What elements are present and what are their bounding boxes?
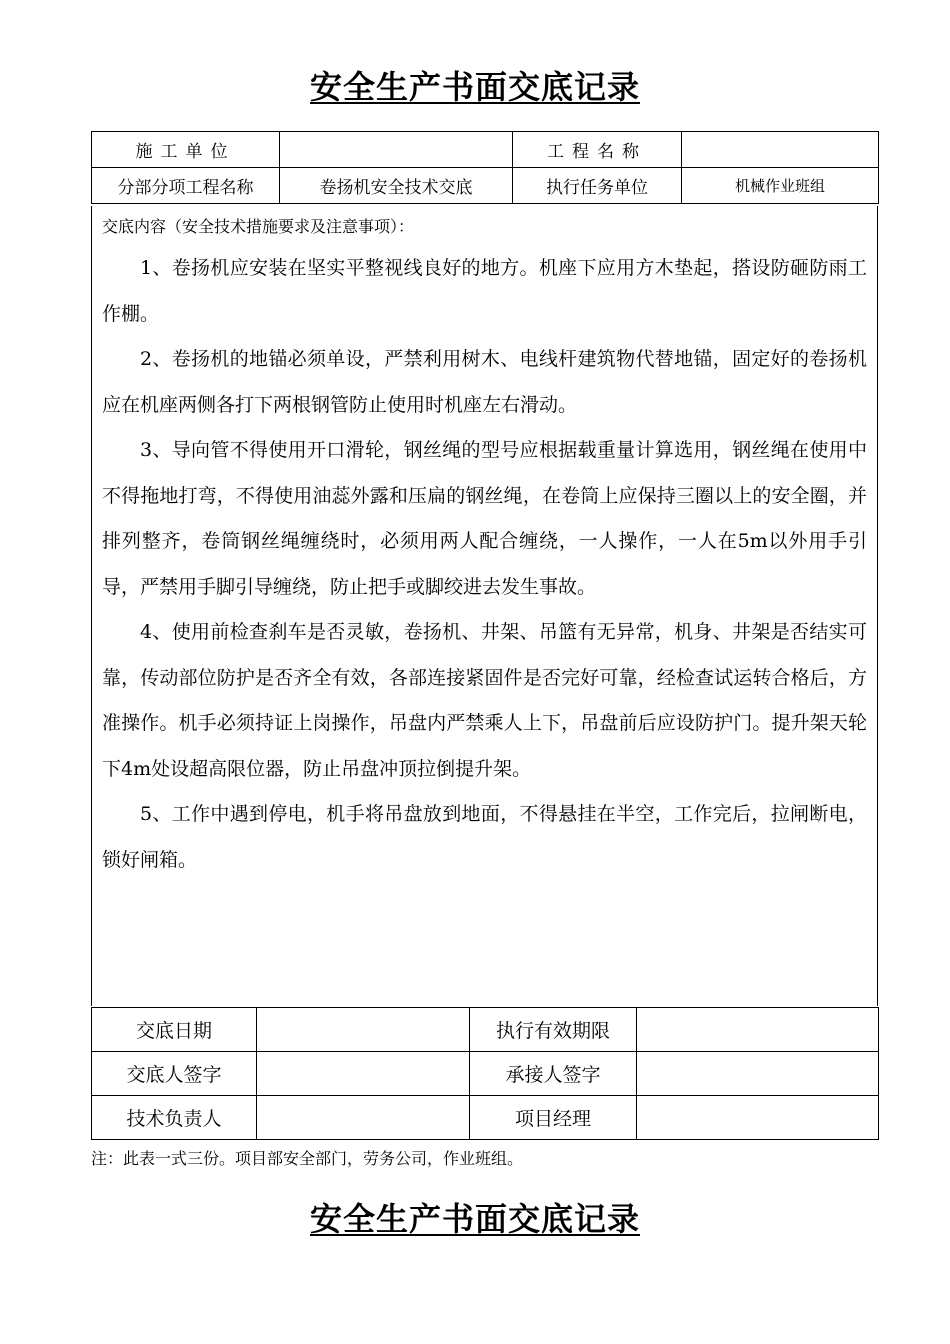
signature-table	[91, 1007, 879, 1140]
receiver-label: 承接人签字	[470, 1052, 637, 1096]
date-label: 交底日期	[92, 1008, 257, 1052]
next-page-title-text: 安全生产书面交底记录	[309, 1200, 640, 1238]
signature-row-3	[92, 1096, 879, 1140]
executor-label: 执行任务单位	[513, 168, 682, 204]
signature-row-1	[92, 1008, 879, 1052]
manager-label: 项目经理	[470, 1096, 637, 1140]
project-label: 工程名称	[513, 132, 682, 168]
page-title	[0, 62, 950, 108]
content-label: 交底内容（安全技术措施要求及注意事项）：	[102, 217, 415, 236]
subproject-label: 分部分项工程名称	[92, 168, 280, 204]
discloser-signature-field[interactable]	[257, 1052, 470, 1096]
content-item-2: 2、卷扬机的地锚必须单设，严禁利用树木、电线杆建筑物代替地锚，固定好的卷扬机应在机座两侧各打下两根钢管防止使用时机座左右滑动。	[102, 348, 867, 416]
header-row-2	[92, 168, 879, 204]
header-table	[91, 131, 879, 204]
content-item-5: 5、工作中遇到停电，机手将吊盘放到地面，不得悬挂在半空，工作完后，拉闸断电，锁好闸箱。	[102, 803, 867, 871]
content-paragraphs	[102, 246, 867, 883]
tech-lead-signature-field[interactable]	[257, 1096, 470, 1140]
content-item-3: 3、导向管不得使用开口滑轮，钢丝绳的型号应根据载重量计算选用，钢丝绳在使用中不得拖地打弯，不得使用油蕊外露和压扁的钢丝绳，在卷筒上应保持三圈以上的安全圈，并排列整齐，卷筒钢丝绳缠绕时，必须用两人配合缠绕，一人操作，一人在5m以外用手引导，严禁用手脚引导缠绕，防止把手或脚绞进去发生事故。	[102, 439, 867, 598]
validity-label: 执行有效期限	[470, 1008, 637, 1052]
executor-value: 机械作业班组	[682, 168, 879, 204]
receiver-signature-field[interactable]	[637, 1052, 879, 1096]
footnote: 注：此表一式三份。项目部安全部门，劳务公司，作业班组。	[91, 1149, 524, 1168]
manager-signature-field[interactable]	[637, 1096, 879, 1140]
signature-row-2	[92, 1052, 879, 1096]
disclosure-content	[91, 206, 878, 1006]
unit-value-field[interactable]	[280, 132, 513, 168]
next-page-title	[0, 1194, 950, 1240]
content-item-1: 1、卷扬机应安装在坚实平整视线良好的地方。机座下应用方木垫起，搭设防砸防雨工作棚。	[102, 257, 867, 325]
subproject-value: 卷扬机安全技术交底	[280, 168, 513, 204]
validity-field[interactable]	[637, 1008, 879, 1052]
project-value-field[interactable]	[682, 132, 879, 168]
header-row-1	[92, 132, 879, 168]
content-item-4: 4、使用前检查刹车是否灵敏，卷扬机、井架、吊篮有无异常，机身、井架是否结实可靠，传动部位防护是否齐全有效，各部连接紧固件是否完好可靠，经检查试运转合格后，方准操作。机手必须持证上岗操作，吊盘内严禁乘人上下，吊盘前后应设防护门。提升架天轮下4m处设超高限位器，防止吊盘冲顶拉倒提升架。	[102, 621, 867, 780]
date-field[interactable]	[257, 1008, 470, 1052]
tech-lead-label: 技术负责人	[92, 1096, 257, 1140]
page-title-text: 安全生产书面交底记录	[309, 68, 640, 106]
unit-label: 施工单位	[92, 132, 280, 168]
discloser-label: 交底人签字	[92, 1052, 257, 1096]
